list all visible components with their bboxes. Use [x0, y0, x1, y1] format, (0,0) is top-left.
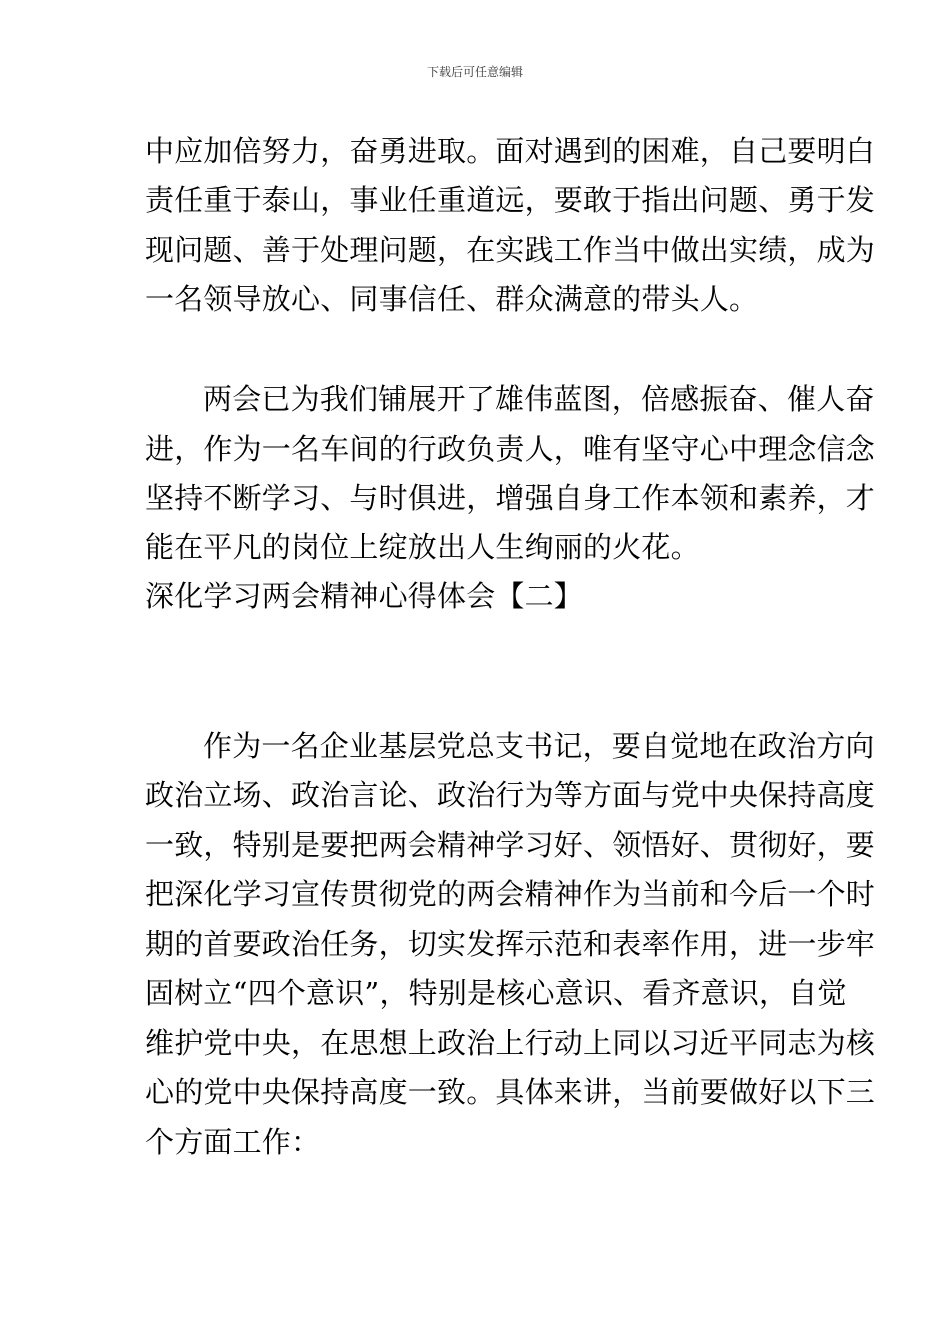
- paragraph-line: 作为一名企业基层党总支书记，要自觉地在政治方向: [203, 729, 875, 763]
- section-title: 深化学习两会精神心得体会【二】: [145, 579, 584, 613]
- paragraph-line: 心的党中央保持高度一致。具体来讲，当前要做好以下三: [145, 1075, 876, 1109]
- paragraph-line: 一名领导放心、同事信任、群众满意的带头人。: [145, 282, 759, 316]
- paragraph-line: 一致，特别是要把两会精神学习好、领悟好、贯彻好，要: [145, 828, 876, 862]
- paragraph-line: 能在平凡的岗位上绽放出人生绚丽的火花。: [145, 530, 700, 564]
- paragraph-line: 两会已为我们铺展开了雄伟蓝图，倍感振奋、催人奋: [203, 382, 875, 416]
- paragraph-line: 坚持不断学习、与时俱进，增强自身工作本领和素养，才: [145, 481, 876, 515]
- paragraph-line: 维护党中央，在思想上政治上行动上同以习近平同志为核: [145, 1026, 876, 1060]
- paragraph-line: 政治立场、政治言论、政治行为等方面与党中央保持高度: [145, 778, 876, 812]
- paragraph-line: 期的首要政治任务，切实发挥示范和表率作用，进一步牢: [145, 927, 876, 961]
- paragraph-line: 中应加倍努力，奋勇进取。面对遇到的困难，自己要明白: [145, 134, 876, 168]
- paragraph-line: 现问题、善于处理问题，在实践工作当中做出实绩，成为: [145, 233, 876, 267]
- paragraph-line: 进，作为一名车间的行政负责人，唯有坚守心中理念信念: [145, 432, 876, 466]
- paragraph-line: 责任重于泰山，事业任重道远，要敢于指出问题、勇于发: [145, 183, 876, 217]
- paragraph-line: 把深化学习宣传贯彻党的两会精神作为当前和今后一个时: [145, 877, 876, 911]
- paragraph-line: 个方面工作：: [145, 1125, 321, 1159]
- paragraph-line: 固树立“四个意识”，特别是核心意识、看齐意识，自觉: [145, 976, 847, 1010]
- page-header: 下载后可任意编辑: [426, 65, 523, 79]
